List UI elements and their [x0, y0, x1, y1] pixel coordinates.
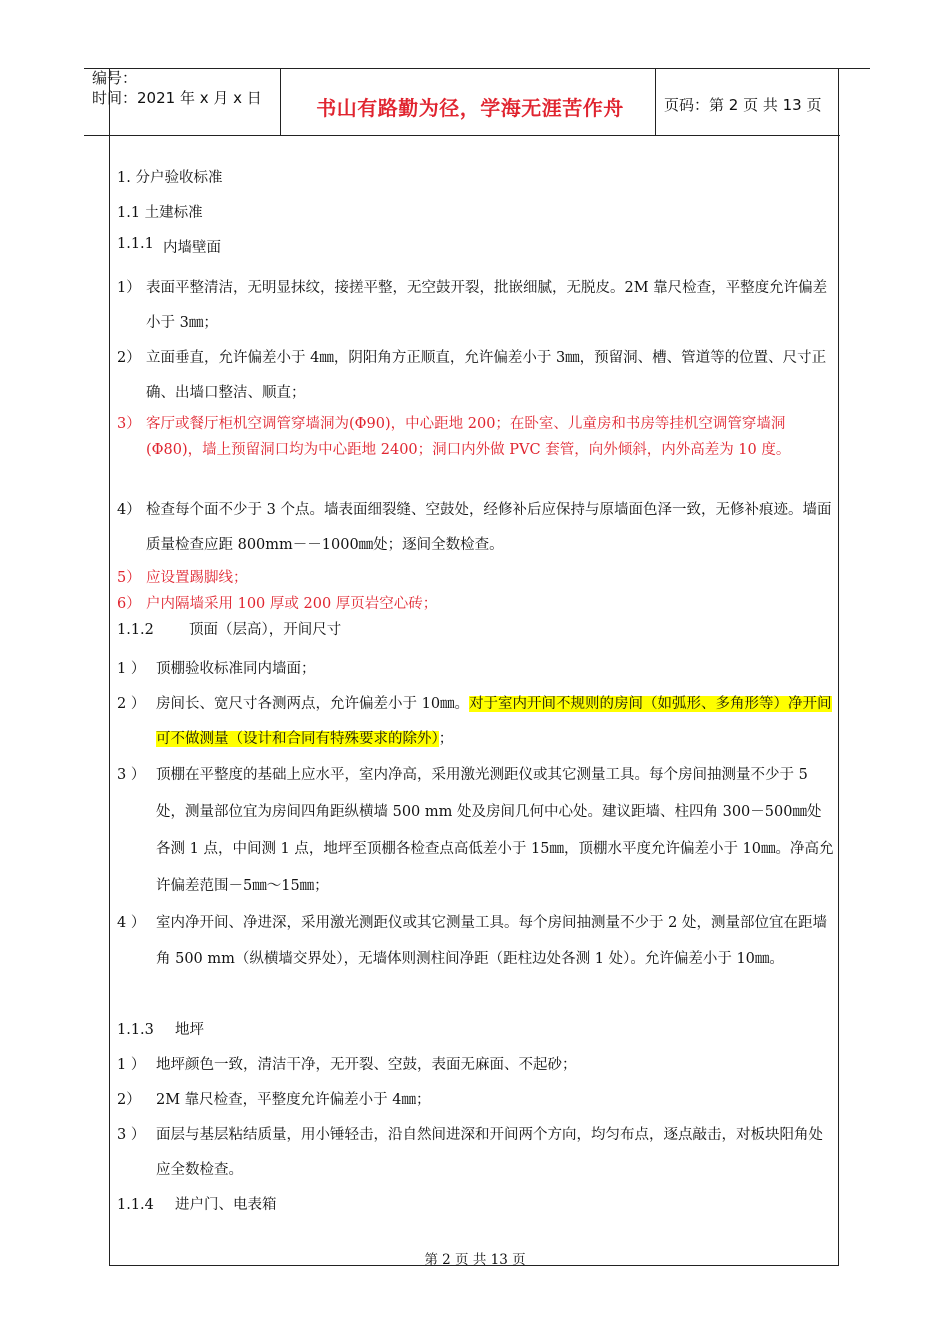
list-item-red: 3） 客厅或餐厅柜机空调管穿墙洞为(Φ90)，中心距地 200；在卧室、儿童房和书房等挂机空调管穿墙洞(Φ80)，墙上预留洞口均为中心距地 2400；洞口内外做 PVC 套管，向外倾斜，内外高差为 10 度。	[117, 416, 791, 458]
list-item: 2） 立面垂直，允许偏差小于 4㎜，阴阳角方正顺直，允许偏差小于 3㎜，预留洞、槽、管道等的位置、尺寸正确、出墙口整洁、顺直；	[117, 350, 827, 401]
list-item: 1） 表面平整清洁，无明显抹纹，接搓平整，无空鼓开裂，批嵌细腻，无脱皮。2M 靠尺检查，平整度允许偏差小于 3㎜；	[117, 280, 828, 331]
section-number: 1.1.1	[117, 236, 154, 252]
page-footer: 第 2 页 共 13 页	[424, 1252, 526, 1268]
header-motto: 书山有路勤为径，学海无涯苦作舟	[316, 96, 624, 120]
code-label: 编号：	[92, 69, 138, 87]
list-item-red: 6） 户内隔墙采用 100 厚或 200 厚页岩空心砖；	[117, 596, 438, 612]
section-title: 进户门、电表箱	[175, 1197, 277, 1213]
list-item: 3 ） 面层与基层粘结质量，用小锤轻击，沿自然间进深和开间两个方向，均匀布点，逐点敲击，对板块阳角处应全数检查。	[117, 1127, 823, 1178]
heading-1-1: 1.1 土建标准	[117, 205, 203, 221]
header-divider-far-right	[838, 68, 839, 136]
section-1-1-2-heading	[117, 617, 835, 652]
list-item: 2） 2M 靠尺检查，平整度允许偏差小于 4㎜；	[117, 1092, 431, 1108]
section-title: 地坪	[175, 1022, 204, 1038]
header-page-info: 页码：第 2 页 共 13 页	[664, 96, 822, 114]
list-item: 2 ） 房间长、宽尺寸各测两点，允许偏差小于 10㎜。对于室内开间不规则的房间（如弧形、多角形等）净开间可不做测量（设计和合同有特殊要求的除外）；	[117, 696, 832, 747]
section-title: 内墙壁面	[163, 240, 221, 256]
frame-right-line	[838, 135, 839, 1266]
list-item: 1 ） 顶棚验收标准同内墙面；	[117, 661, 316, 677]
list-item: 4 ） 室内净开间、净进深，采用激光测距仪或其它测量工具。每个房间抽测量不少于 2 处，测量部位宜在距墙角 500 mm（纵横墙交界处），无墙体则测柱间净距（距柱边处各测 1 处）。允许偏差小于 10㎜。	[117, 915, 827, 967]
list-item: 1 ） 地坪颜色一致，清洁干净，无开裂、空鼓，表面无麻面、不起砂；	[117, 1057, 577, 1073]
highlighted-text: 对于室内开间不规则的房间（如弧形、多角形等）净开间可不做测量（设计和合同有特殊要求的除外）	[156, 696, 832, 747]
header-bottom-line	[84, 135, 840, 136]
list-item: 3 ） 顶棚在平整度的基础上应水平，室内净高，采用激光测距仪或其它测量工具。每个房间抽测量不少于 5 处，测量部位宜为房间四角距纵横墙 500 mm 处及房间几何中心处。建议距墙、柱四角 300－500㎜处各测 1 点，中间测 1 点，地坪至顶棚各检查点高低差小于 15㎜，顶棚水平度允许偏差小于 10㎜。净高允许偏差范围－5㎜～15㎜；	[117, 767, 834, 894]
section-1-1-1-heading	[117, 236, 835, 271]
header-meta	[92, 68, 262, 108]
header-divider-left	[280, 68, 281, 136]
section-number: 1.1.4	[117, 1197, 154, 1213]
list-item: 4） 检查每个面不少于 3 个点。墙表面细裂缝、空鼓处，经修补后应保持与原墙面色泽一致，无修补痕迹。墙面质量检查应距 800mm－－1000㎜处；逐间全数检查。	[117, 502, 832, 553]
document-body	[117, 166, 835, 1223]
section-number: 1.1.2	[117, 622, 154, 638]
section-1-1-4-heading	[117, 1188, 835, 1223]
section-title: 顶面（层高），开间尺寸	[189, 622, 342, 638]
frame-left-line	[109, 68, 110, 1266]
section-number: 1.1.3	[117, 1022, 154, 1038]
heading-1: 1. 分户验收标准	[117, 170, 223, 186]
list-item-red: 5） 应设置踢脚线；	[117, 570, 248, 586]
time-label: 时间：2021 年 x 月 x 日	[92, 89, 262, 107]
section-1-1-3-heading	[117, 1013, 835, 1048]
header-divider-right	[655, 68, 656, 136]
